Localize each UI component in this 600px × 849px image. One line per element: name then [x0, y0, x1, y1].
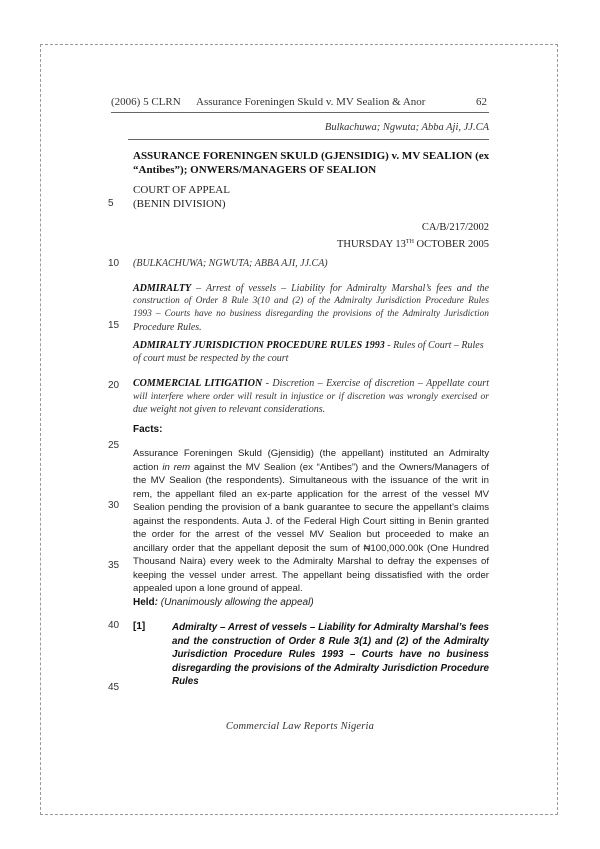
case-parties-line-1: ASSURANCE FORENINGEN SKULD (GJENSIDIG) v. MV SEALION (ex — [133, 150, 490, 162]
header-rule — [111, 112, 489, 113]
catchword-rules: ADMIRALTY JURISDICTION PROCEDURE RULES 1993 - Rules of Court – Rules of court must be respected by the court — [133, 340, 484, 364]
judgment-date-sup: TH — [405, 239, 414, 245]
facts-heading: Facts: — [133, 424, 163, 435]
catchword-heading: ADMIRALTY JURISDICTION PROCEDURE RULES 1993 — [133, 340, 385, 351]
court-name: COURT OF APPEAL — [133, 184, 230, 196]
line-number: 40 — [108, 620, 120, 631]
header-judges: Bulkachuwa; Ngwuta; Abba Aji, JJ.CA — [324, 122, 489, 133]
line-number: 5 — [108, 198, 114, 209]
catchword-commercial: COMMERCIAL LITIGATION - Discretion – Exercise of discretion – Appellate court will interfere where order will result in injustice or if discretion was wrongly exercised or due weight not given to relevant considerations. — [133, 378, 489, 415]
case-parties — [133, 149, 493, 177]
facts-line: Thousand Naira) every week to the Admiralty Marshal to defray the expenses of — [133, 556, 489, 567]
judgment-date-prefix: THURSDAY 13 — [336, 239, 406, 250]
catchword-admiralty: ADMIRALTY – Arrest of vessels – Liability for Admiralty Marshal’s fees and the construction of Order 8 Rule 3(10 and (2) of the Admiralty Jurisdiction Procedure Rules 1993 – Courts have no business disregarding the provisions of the Admiralty Jurisdiction Procedure Rules. — [133, 283, 489, 333]
catchword-heading: ADMIRALTY — [133, 283, 192, 294]
court-block — [133, 183, 230, 211]
facts-line: the MV Sealion (the respondents). Simultaneous with the issuance of the writ in — [133, 475, 489, 486]
judgment-date — [280, 235, 489, 252]
court-division: (BENIN DIVISION) — [133, 198, 226, 210]
facts-line: Sealion pending the provision of a bank guarantee to secure the appellant’s claims — [133, 502, 489, 513]
holding-text — [172, 621, 489, 689]
holding-line: Jurisdiction Procedure Rules 1993 – Courts have no business — [172, 649, 489, 660]
holding-number: [1] — [133, 621, 146, 632]
case-parties-line-2: “Antibes”); ONWERS/MANAGERS OF SEALION — [133, 164, 377, 176]
line-number: 35 — [108, 560, 120, 571]
line-number: 30 — [108, 500, 120, 511]
catchword-heading: COMMERCIAL LITIGATION — [133, 378, 263, 389]
line-number: 15 — [108, 320, 120, 331]
held-line: Held: (Unanimously allowing the appeal) — [133, 597, 314, 608]
facts-line: action in rem against the MV Sealion (ex “Antibes”) and the Owners/Managers of — [133, 461, 490, 473]
facts-line: Assurance Foreningen Skuld (Gjensidig) (the appellant) instituted an Admiralty — [133, 448, 489, 459]
holding-line: Rules — [172, 676, 199, 687]
suit-number: CA/B/217/2002 — [421, 222, 489, 233]
footer-publication: Commercial Law Reports Nigeria — [225, 721, 375, 732]
facts-line: the order for the arrest of the vessel MV Sealion but proceeded to make an — [133, 529, 489, 540]
judgment-date-suffix: OCTOBER 2005 — [413, 239, 489, 250]
facts-line: appealed upon a lone ground of appeal. — [133, 583, 303, 594]
holding-line: Admiralty – Arrest of vessels – Liability for Admiralty Marshal’s fees — [172, 622, 489, 633]
coram: (BULKACHUWA; NGWUTA; ABBA AJI, JJ.CA) — [133, 258, 328, 269]
holding-line: disregarding the provisions of the Admiralty Jurisdiction Procedure — [172, 662, 489, 674]
facts-line: ancillary order that the appellant deposit the sum of ₦100,000.00k (One Hundred — [133, 542, 489, 554]
line-number: 10 — [108, 258, 120, 269]
judges-rule — [128, 139, 489, 140]
header-case-title: Assurance Foreningen Skuld v. MV Sealion & Anor — [196, 96, 426, 108]
facts-line: rem, the appellant filed an ex-parte application for the arrest of the vessel MV — [133, 488, 489, 500]
running-header — [111, 96, 489, 108]
held-note: (Unanimously allowing the appeal) — [158, 597, 314, 608]
line-number: 25 — [108, 440, 120, 451]
facts-line: keeping the vessel under arrest. The appellant being dissatisfied with the order — [133, 569, 489, 581]
header-page-number: 62 — [476, 96, 487, 108]
held-label: Held — [133, 597, 155, 608]
line-number: 45 — [108, 682, 120, 693]
facts-body — [133, 447, 489, 596]
header-citation: (2006) 5 CLRN — [111, 96, 181, 108]
line-number: 20 — [108, 380, 120, 391]
facts-line: against the respondents. Auta J. of the Federal High Court sitting in Benin granted — [133, 515, 489, 527]
holding-line: and the construction of Order 8 Rule 3(1) and (2) of the Admiralty — [172, 635, 489, 647]
suit-block — [280, 221, 489, 252]
